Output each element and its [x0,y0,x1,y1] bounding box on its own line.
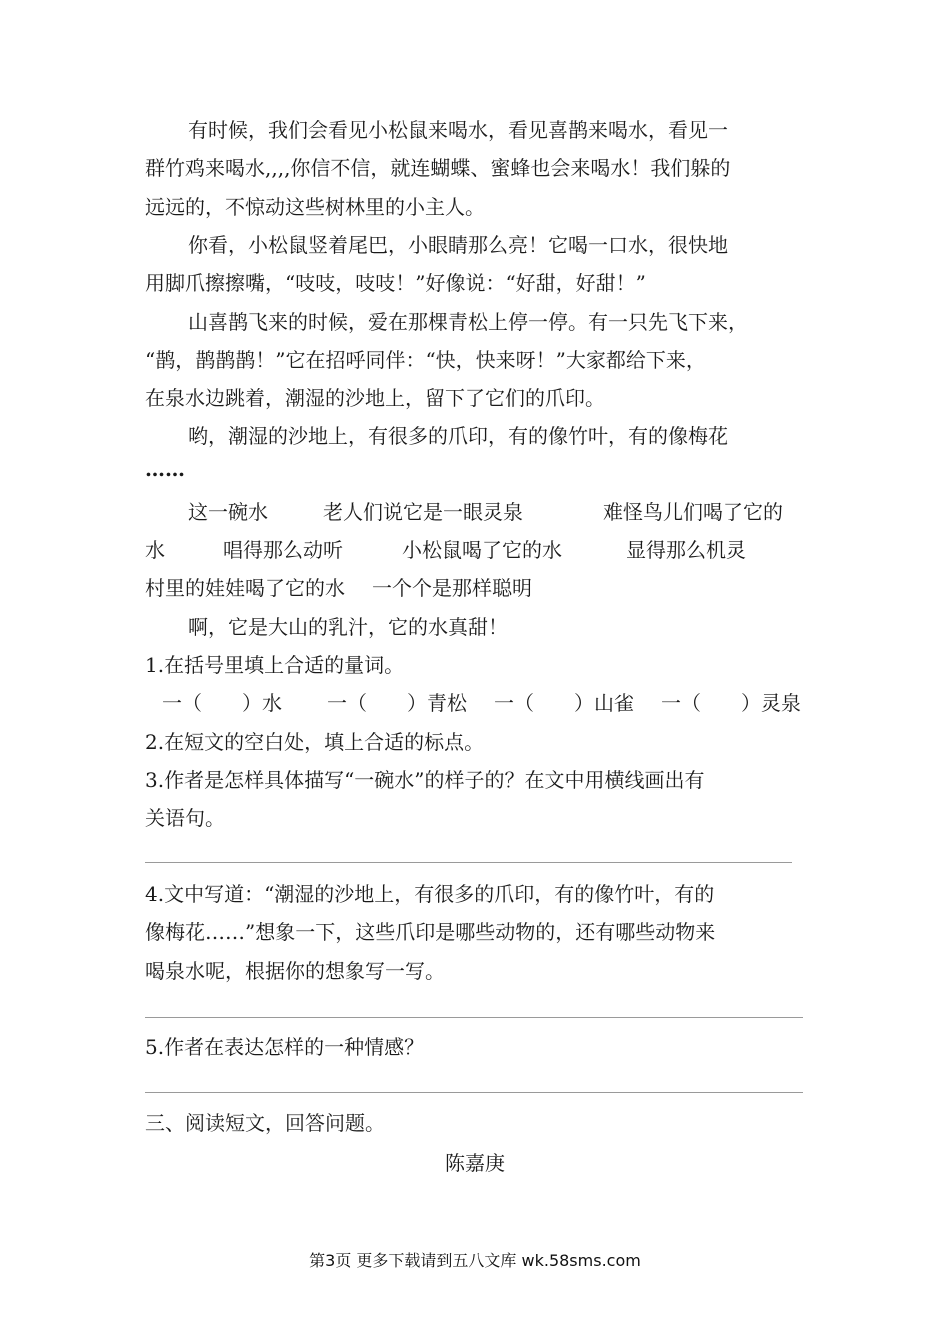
answer-line-question-4[interactable] [145,1017,803,1018]
poem-row-1-seg-2: 老人们说它是一眼灵泉 [323,500,523,524]
paragraph-2-line-1: 你看，小松鼠竖着尾巴，小眼睛那么亮！它喝一口水，很快地 [188,233,728,257]
paragraph-3-line-2: “鹊，鹊鹊鹊！”它在招呼同伴：“快，快来呀！”大家都给下来， [145,348,706,372]
paragraph-3-line-1: 山喜鹊飞来的时候，爱在那棵青松上停一停。有一只先飞下来， [188,310,748,334]
section-3-title: 陈嘉庚 [445,1151,505,1175]
question-1-item-3: 一（ ）山雀 [494,691,634,715]
question-1-item-2: 一（ ）青松 [327,691,467,715]
paragraph-1-line-3: 远远的，不惊动这些树林里的小主人。 [145,195,485,219]
question-1-items [0,690,950,716]
question-2: 2.在短文的空白处，填上合适的标点。 [145,730,485,754]
paragraph-2-line-2: 用脚爪擦擦嘴，“吱吱，吱吱！”好像说：“好甜，好甜！” [145,271,646,295]
poem-row-2-seg-1: 水 [145,538,165,562]
poem-row-3-seg-1: 村里的娃娃喝了它的水 [145,576,345,600]
poem-row-2-seg-3: 小松鼠喝了它的水 [402,538,562,562]
poem-row-2-seg-2: 唱得那么动听 [223,538,343,562]
question-5: 5.作者在表达怎样的一种情感？ [145,1035,425,1059]
page-footer: 第3页 更多下载请到五八文库 wk.58sms.com [309,1251,641,1270]
question-1-item-1: 一（ ）水 [162,691,282,715]
question-1-item-4: 一（ ）灵泉 [661,691,801,715]
poem-row-3-seg-2: 一个个是那样聪明 [372,576,532,600]
paragraph-5: 啊，它是大山的乳汁，它的水真甜！ [188,615,508,639]
question-3-line-1: 3.作者是怎样具体描写“一碗水”的样子的？在文中用横线画出有 [145,768,705,792]
section-3-heading: 三、阅读短文，回答问题。 [145,1111,385,1135]
answer-line-question-3[interactable] [145,862,792,863]
paragraph-4-ellipsis: …… [145,457,185,481]
question-1: 1.在括号里填上合适的量词。 [145,653,405,677]
poem-row-1 [0,499,950,525]
question-4-line-3: 喝泉水呢，根据你的想象写一写。 [145,959,445,983]
poem-row-1-seg-3: 难怪鸟儿们喝了它的 [603,500,783,524]
question-4-line-2: 像梅花……”想象一下，这些爪印是哪些动物的，还有哪些动物来 [145,920,716,944]
poem-row-2-seg-4: 显得那么机灵 [626,538,746,562]
poem-row-2 [0,537,950,563]
poem-row-1-seg-1: 这一碗水 [188,500,268,524]
poem-row-3 [0,575,950,601]
answer-line-question-5[interactable] [145,1092,803,1093]
question-4-line-1: 4.文中写道：“潮湿的沙地上，有很多的爪印，有的像竹叶，有的 [145,882,715,906]
paragraph-3-line-3: 在泉水边跳着，潮湿的沙地上，留下了它们的爪印。 [145,386,605,410]
paragraph-1-line-2: 群竹鸡来喝水,,,,你信不信，就连蝴蝶、蜜蜂也会来喝水！我们躲的 [145,156,731,180]
question-3-line-2: 关语句。 [145,806,225,830]
paragraph-4-line-1: 哟，潮湿的沙地上，有很多的爪印，有的像竹叶，有的像梅花 [188,424,728,448]
paragraph-1-line-1: 有时候，我们会看见小松鼠来喝水，看见喜鹊来喝水，看见一 [188,118,728,142]
